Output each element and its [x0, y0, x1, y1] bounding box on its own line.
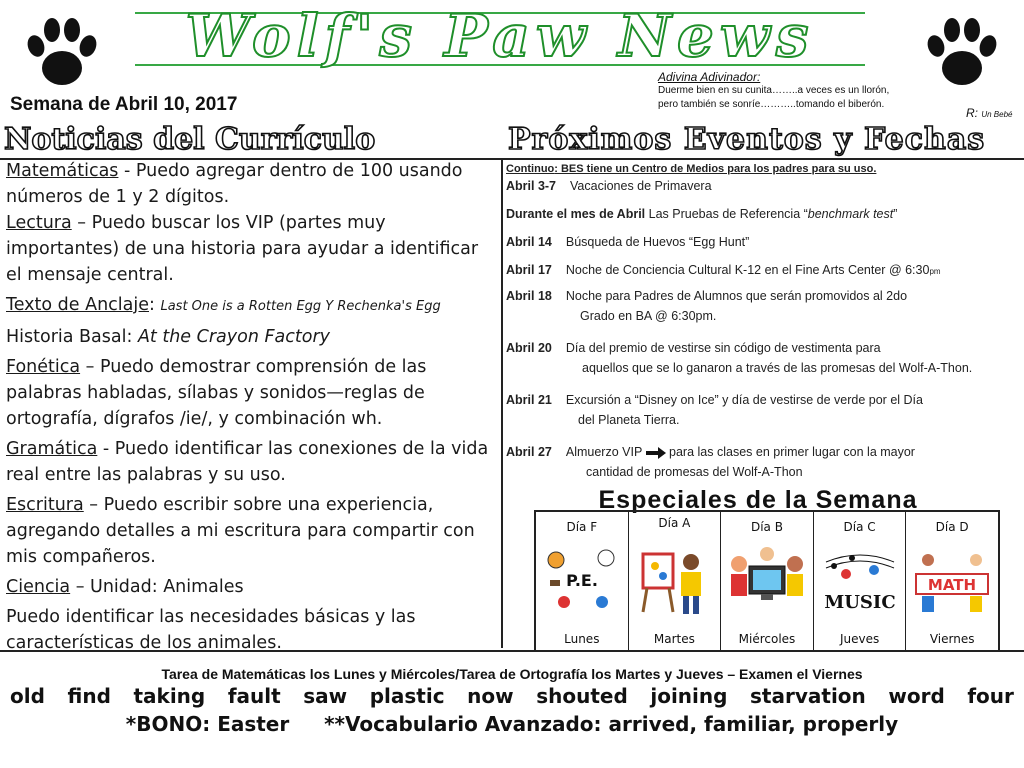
special-day: Día A: [658, 516, 691, 530]
spelling-word: find: [67, 684, 111, 708]
event-date: Abril 18: [506, 289, 552, 303]
pe-art-label: P.E.: [566, 571, 598, 590]
event-item: [506, 260, 1021, 282]
special-day: Día D: [935, 520, 969, 534]
event-small: pm: [929, 267, 941, 276]
special-weekday: Jueves: [839, 632, 880, 646]
subject-text: - Puedo agregar dentro de 100 usando números de 1 y 2 dígitos.: [6, 161, 463, 207]
subject-label: Matemáticas: [6, 161, 119, 181]
riddle-title: Adivina Adivinador:: [658, 70, 761, 84]
subject-text: – Unidad: Animales: [70, 577, 244, 597]
subject-italic: At the Crayon Factory: [137, 327, 331, 347]
event-text-after: para las clases en primer lugar con la mayor: [669, 445, 915, 459]
event-text: Día del premio de vestirse sin código de vestimenta para: [565, 341, 881, 355]
event-item: [506, 286, 1021, 326]
newsletter-title: Wolf's Paw News: [185, 2, 815, 70]
event-continuous: [506, 162, 1021, 176]
riddle-line: pero también se sonríe………..tomando el biberón.: [658, 99, 885, 110]
subject-text: – Puedo escribir sobre una experiencia, agregando detalles a mi escritura para compartir con mis compañeros.: [6, 495, 475, 567]
event-date: Abril 14: [506, 235, 552, 249]
curriculum-item: [6, 292, 498, 320]
event-date: Abril 27: [506, 445, 552, 459]
spelling-word: old: [10, 684, 45, 708]
event-item: [506, 390, 1021, 430]
event-text: Las Pruebas de Referencia “: [648, 207, 808, 221]
event-text-line2: cantidad de promesas del Wolf-A-Thon: [586, 465, 803, 479]
event-text: Excursión a “Disney on Ice” y día de vestirse de verde por el Día: [565, 393, 923, 407]
subject-text: – Puedo buscar los VIP (partes muy importantes) de una historia para ayudar a identificar el mensaje central.: [6, 213, 479, 285]
riddle-answer-text: Un Bebé: [981, 110, 1013, 119]
event-text: Noche para Padres de Alumnos que serán promovidos al 2do: [565, 289, 908, 303]
event-text-line2: Grado en BA @ 6:30pm.: [580, 309, 717, 323]
riddle-answer-prefix: R:: [966, 106, 978, 120]
music-art-label: MUSIC: [824, 592, 896, 613]
column-divider: [501, 160, 503, 648]
curriculum-item: [6, 604, 498, 656]
bonus-word: *BONO: Easter: [125, 712, 290, 736]
event-text-after: ”: [893, 207, 898, 221]
event-text-line2: aquellos que se lo ganaron a través de las promesas del Wolf-A-Thon.: [582, 361, 973, 375]
spelling-word: joining: [650, 684, 728, 708]
spelling-words: [10, 684, 1014, 708]
spelling-word: shouted: [536, 684, 628, 708]
curriculum-item: [6, 354, 498, 432]
music-notes-icon: [822, 540, 898, 620]
curriculum-heading: Noticias del Currículo: [4, 122, 376, 157]
special-weekday: Miércoles: [738, 632, 796, 646]
special-weekday: Lunes: [564, 632, 600, 646]
week-date: Semana de Abril 10, 2017: [10, 94, 238, 115]
subject-text: - Puedo identificar las conexiones de la vida real entre las palabras y su uso.: [6, 439, 489, 485]
event-text-line2: del Planeta Tierra.: [578, 413, 680, 427]
special-weekday: Martes: [653, 632, 695, 646]
spelling-word: plastic: [369, 684, 445, 708]
curriculum-item: [6, 574, 498, 600]
curriculum-item: [6, 210, 498, 288]
continuous-label: Continuo: [506, 163, 555, 175]
special-cell: [814, 512, 907, 650]
pe-balls-icon: [544, 540, 620, 620]
event-date: Abril 20: [506, 341, 552, 355]
special-weekday: Viernes: [929, 632, 975, 646]
computer-kids-icon: [729, 540, 805, 620]
subject-italic: Last One is a Rotten Egg Y Rechenka's Egg: [160, 299, 441, 314]
subject-label: Lectura: [6, 213, 72, 233]
advanced-vocab: **Vocabulario Avanzado: arrived, familiar, properly: [324, 712, 899, 736]
curriculum-item: [6, 436, 498, 488]
event-text: Vacaciones de Primavera: [570, 179, 712, 193]
event-text: Almuerzo VIP: [565, 445, 643, 459]
special-cell: [906, 512, 998, 650]
art-easel-icon: [637, 540, 713, 620]
arrow-right-icon: [646, 447, 666, 459]
spelling-word: word: [888, 684, 945, 708]
subject-label: Ciencia: [6, 577, 71, 597]
subject-text: – Puedo demostrar comprensión de las palabras habladas, sílabas y sonidos—reglas de ortografía, dígrafos /ie/, y combinación wh.: [6, 357, 427, 429]
curriculum-list: [6, 158, 498, 656]
math-art-label: MATH: [928, 576, 977, 594]
event-date: Abril 17: [506, 263, 552, 277]
spelling-word: fault: [227, 684, 281, 708]
special-day: Día F: [566, 520, 598, 534]
event-item: [506, 176, 1021, 196]
subject-label: Texto de Anclaje: [6, 295, 149, 315]
subject-text: :: [149, 295, 161, 315]
events-heading: Próximos Eventos y Fechas: [508, 122, 986, 157]
specials-heading: Especiales de la Semana: [598, 486, 918, 514]
event-date: Abril 3-7: [506, 179, 557, 193]
subject-label: Gramática: [6, 439, 98, 459]
event-date: Abril 21: [506, 393, 552, 407]
continuous-text: : BES tiene un Centro de Medios para los padres para su uso.: [554, 163, 877, 175]
curriculum-item: [6, 324, 498, 350]
subject-label: Fonética: [6, 357, 81, 377]
riddle-box: [658, 70, 1018, 120]
curriculum-item: [6, 158, 498, 210]
subject-text: Puedo identificar las necesidades básicas y las características de los animales.: [6, 607, 416, 653]
spelling-word: starvation: [750, 684, 866, 708]
subject-text: :: [126, 327, 138, 347]
math-kids-icon: [914, 540, 990, 620]
spelling-word: four: [967, 684, 1014, 708]
curriculum-item: [6, 492, 498, 570]
subject-label: Historia Basal: [6, 327, 127, 347]
event-date: Durante el mes de Abril: [506, 207, 646, 221]
event-text: Noche de Conciencia Cultural K-12 en el Fine Arts Center @ 6:30: [565, 263, 930, 277]
event-item: [506, 442, 1021, 482]
riddle-line: Duerme bien en su cunita……..a veces es un llorón,: [658, 85, 890, 96]
special-day: Día C: [843, 520, 876, 534]
homework-schedule: Tarea de Matemáticas los Lunes y Miércoles/Tarea de Ortografía los Martes y Jueves – Examen el Viernes: [161, 666, 863, 682]
event-text: Búsqueda de Huevos “Egg Hunt”: [565, 235, 750, 249]
specials-table: [534, 510, 1000, 652]
spelling-word: taking: [133, 684, 206, 708]
special-cell: [536, 512, 629, 650]
paw-print-icon: [22, 12, 102, 92]
event-item: [506, 338, 1021, 378]
event-italic: benchmark test: [807, 207, 894, 221]
event-item: [506, 232, 1021, 252]
bonus-vocab-line: [0, 712, 1024, 736]
special-cell: [721, 512, 814, 650]
subject-label: Escritura: [6, 495, 84, 515]
special-day: Día B: [750, 520, 783, 534]
spelling-word: saw: [303, 684, 348, 708]
event-item: [506, 204, 1021, 224]
special-cell: [629, 512, 722, 650]
spelling-word: now: [467, 684, 514, 708]
